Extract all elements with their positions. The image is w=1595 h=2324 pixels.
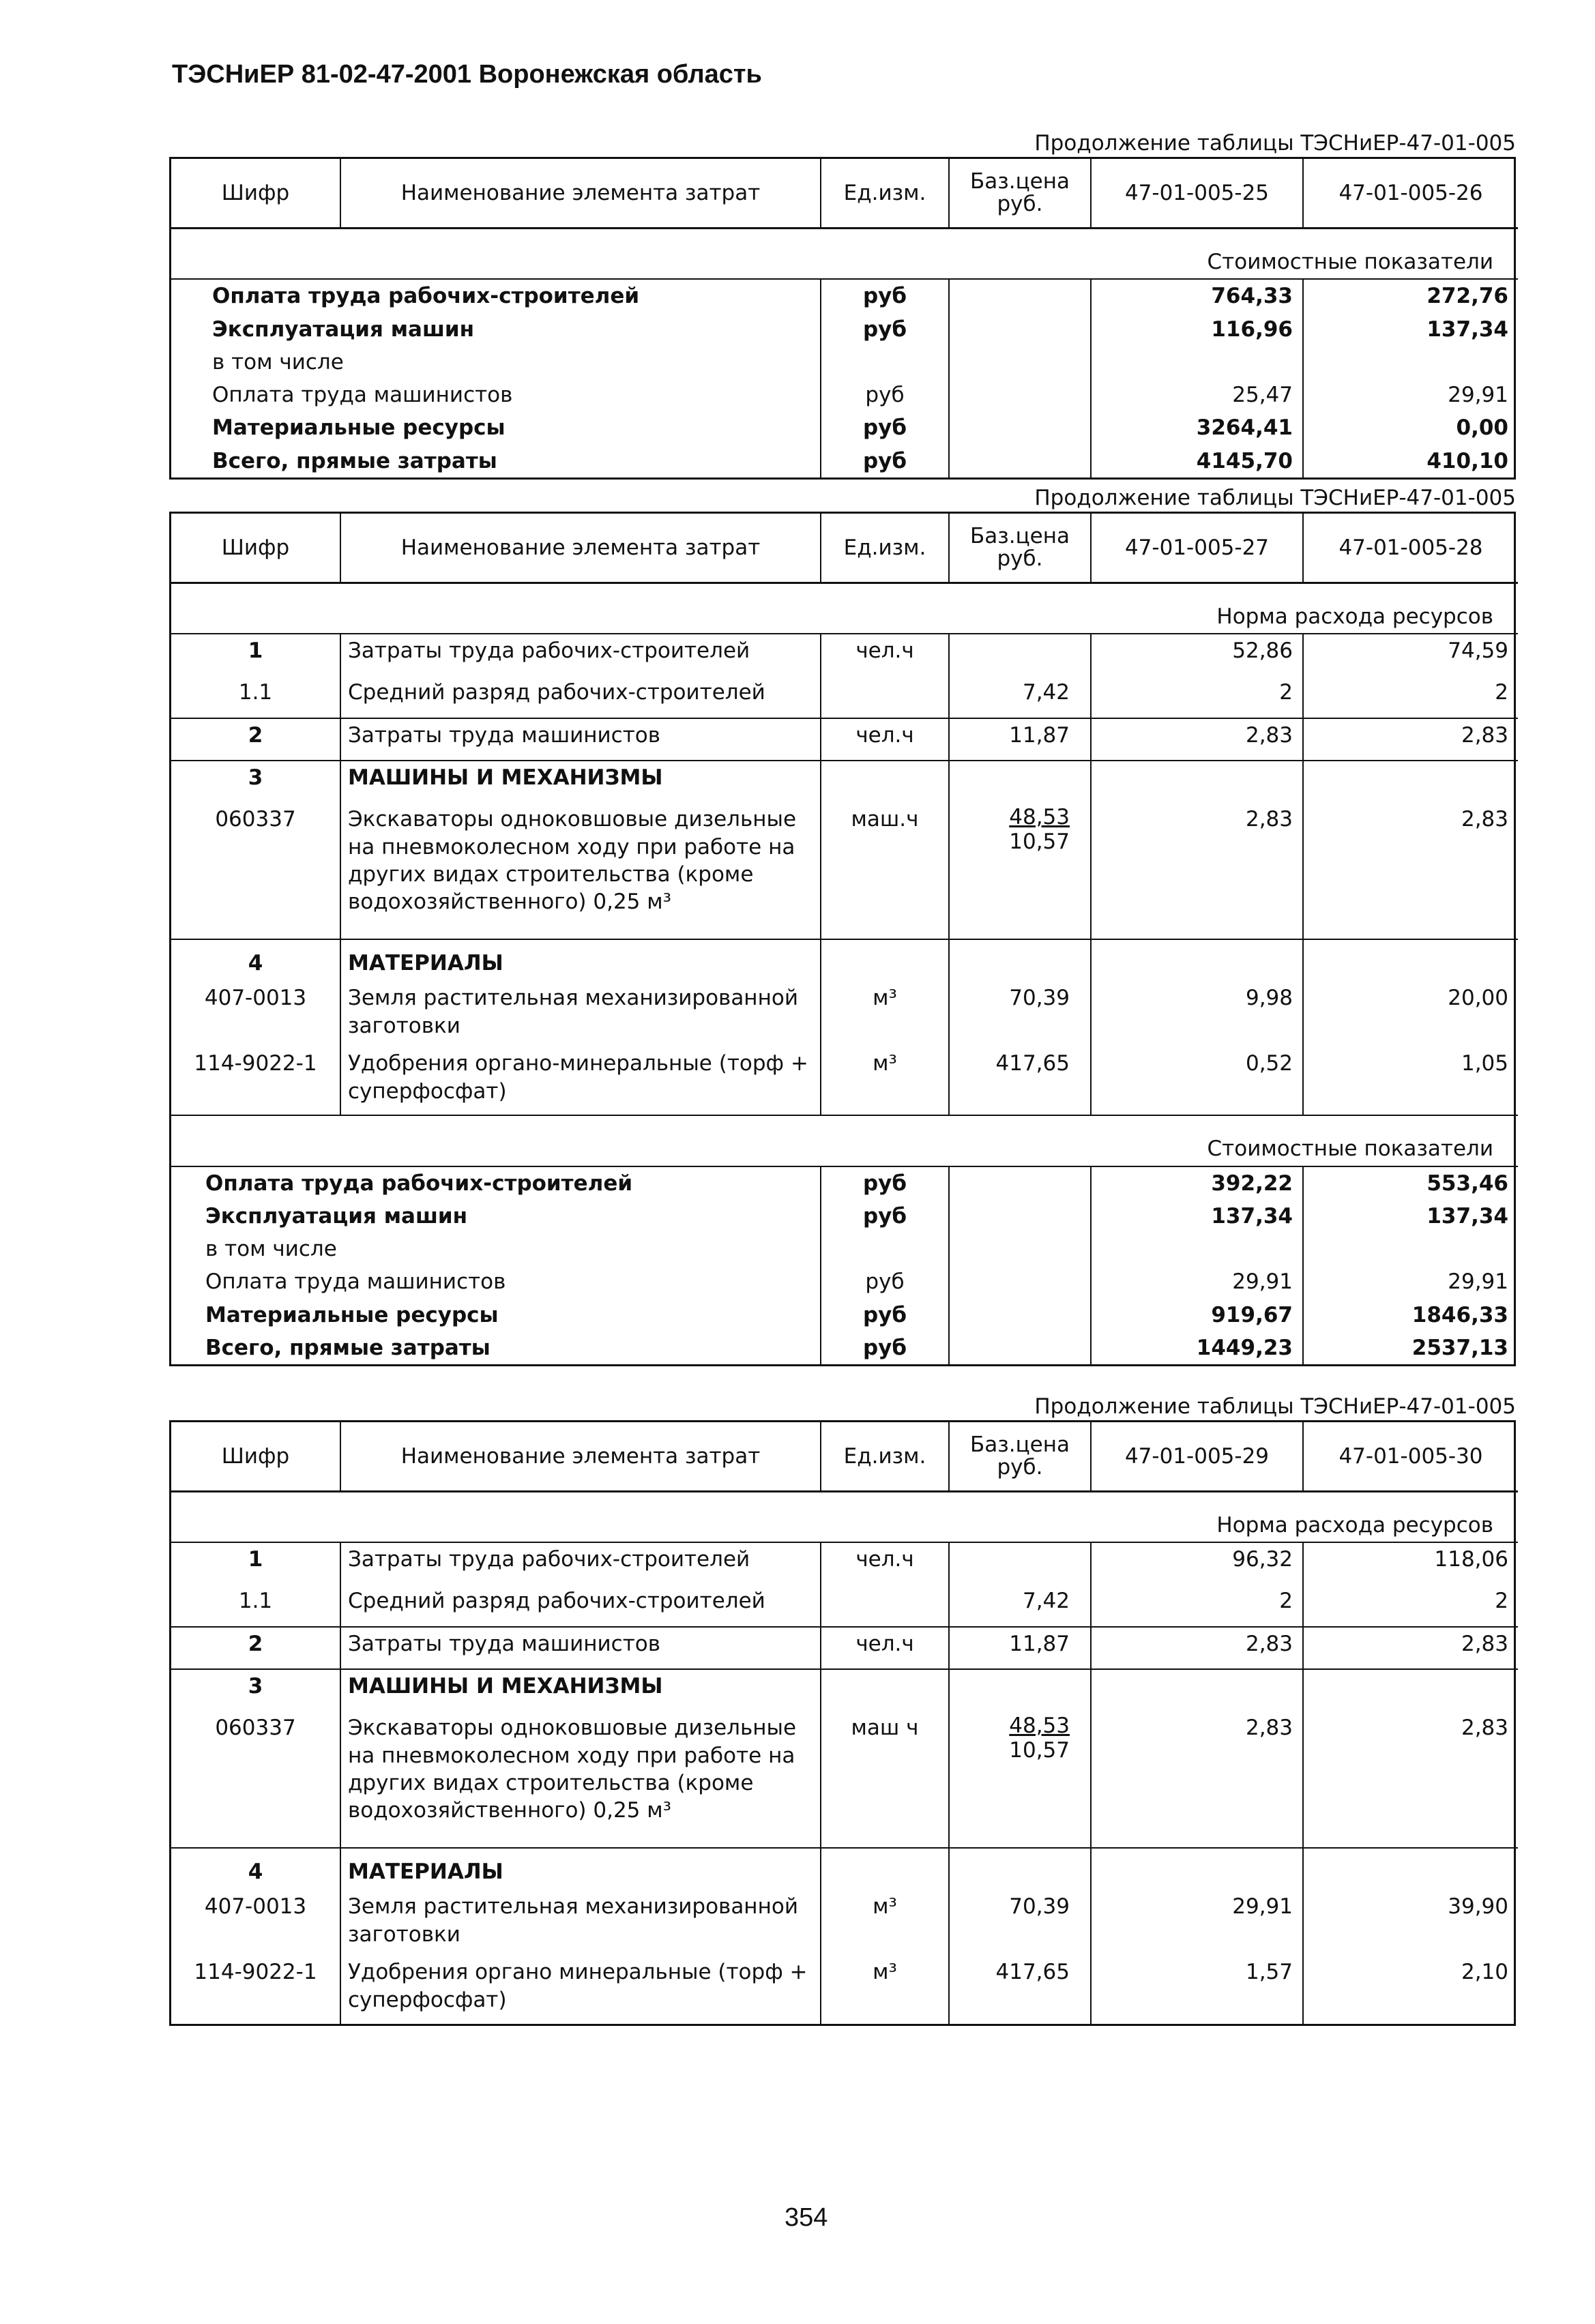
table-row: 1 Затраты труда рабочих-строителей чел.ч 96,32 118,06 [171,1542,1518,1585]
table-row: 3 МАШИНЫ И МЕХАНИЗМЫ [171,1669,1518,1711]
table-row: Эксплуатация машин руб 137,34 137,34 [171,1200,1518,1233]
table-row: 1.1 Средний разряд рабочих-строителей 7,42 2 2 [171,1585,1518,1627]
col-header-base-price: Баз.цена руб. [949,1422,1091,1492]
col-header-unit: Ед.изм. [821,514,949,583]
section-label: Норма расхода ресурсов [171,583,1518,634]
col-header-unit: Ед.изм. [821,159,949,229]
col-header-unit: Ед.изм. [821,1422,949,1492]
table-row: 060337 Экскаваторы одноковшовые дизельные на пневмоколесном ходу при работе на других видах строительства (кроме водохозяйственного) 0,25 м³ маш ч $\frac{48,53}{10,57}$ 2,83 2,83 [171,1711,1518,1848]
page-number: 354 [785,2203,828,2232]
section-label: Норма расхода ресурсов [171,1492,1518,1543]
table2-caption: Продолжение таблицы ТЭСНиЕР-47-01-005 [1034,486,1516,510]
table-row: Оплата труда машинистов руб 29,91 29,91 [171,1265,1518,1298]
section-label: Стоимостные показатели [171,229,1518,280]
table-row: 114-9022-1 Удобрения органо-минеральные (торф + суперфосфат) м³ 417,65 0,52 1,05 [171,1047,1518,1115]
col-header-norm-b: 47-01-005-30 [1303,1422,1518,1492]
table-row: Материальные ресурсы руб 3264,41 0,00 [171,411,1518,444]
table1 [169,157,1516,480]
col-header-norm-b: 47-01-005-26 [1303,159,1518,229]
col-header-norm-a: 47-01-005-29 [1091,1422,1303,1492]
table-row: 1 Затраты труда рабочих-строителей чел.ч 52,86 74,59 [171,634,1518,676]
base-price-fraction: $\frac{48,53}{10,57}$ [1009,1713,1070,1763]
table2 [169,512,1516,1366]
table-row: 3 МАШИНЫ И МЕХАНИЗМЫ [171,761,1518,803]
col-header-name: Наименование элемента затрат [340,159,821,229]
table-row: 407-0013 Земля растительная механизированной заготовки м³ 70,39 9,98 20,00 [171,982,1518,1047]
col-header-base-price: Баз.цена руб. [949,514,1091,583]
table-row: 4 МАТЕРИАЛЫ [171,939,1518,982]
col-header-code: Шифр [171,514,340,583]
table-row: 060337 Экскаваторы одноковшовые дизельные на пневмоколесном ходу при работе на других видах строительства (кроме водохозяйственного) 0,25 м³ маш.ч $\frac{48,53}{10,57}$ 2,83 2,83 [171,803,1518,939]
table-row: 4 МАТЕРИАЛЫ [171,1848,1518,1890]
page-title: ТЭСНиЕР 81-02-47-2001 Воронежская область [172,60,762,89]
base-price-fraction: $\frac{48,53}{10,57}$ [1009,805,1070,854]
col-header-code: Шифр [171,1422,340,1492]
table-row: в том числе [171,1233,1518,1265]
col-header-code: Шифр [171,159,340,229]
col-header-norm-a: 47-01-005-27 [1091,514,1303,583]
table-row: в том числе [171,346,1518,379]
table-row: 2 Затраты труда машинистов чел.ч 11,87 2,83 2,83 [171,718,1518,761]
table-row: Оплата труда рабочих-строителей руб 764,33 272,76 [171,279,1518,312]
table3-caption: Продолжение таблицы ТЭСНиЕР-47-01-005 [1034,1394,1516,1419]
col-header-name: Наименование элемента затрат [340,1422,821,1492]
col-header-norm-b: 47-01-005-28 [1303,514,1518,583]
table-row: Всего, прямые затраты руб 1449,23 2537,13 [171,1332,1518,1364]
table-row: Оплата труда машинистов руб 25,47 29,91 [171,379,1518,411]
table-row: Оплата труда рабочих-строителей руб 392,22 553,46 [171,1166,1518,1200]
table-row: Материальные ресурсы руб 919,67 1846,33 [171,1299,1518,1332]
table1-caption: Продолжение таблицы ТЭСНиЕР-47-01-005 [1034,131,1516,156]
section-label: Стоимостные показатели [171,1115,1518,1166]
table-row: 1.1 Средний разряд рабочих-строителей 7,42 2 2 [171,676,1518,718]
col-header-name: Наименование элемента затрат [340,514,821,583]
table-row: 407-0013 Земля растительная механизированной заготовки м³ 70,39 29,91 39,90 [171,1890,1518,1956]
col-header-base-price: Баз.цена руб. [949,159,1091,229]
table-row: Всего, прямые затраты руб 4145,70 410,10 [171,445,1518,477]
table-row: 2 Затраты труда машинистов чел.ч 11,87 2,83 2,83 [171,1627,1518,1669]
table-row: Эксплуатация машин руб 116,96 137,34 [171,313,1518,346]
table3 [169,1420,1516,2026]
col-header-norm-a: 47-01-005-25 [1091,159,1303,229]
table-row: 114-9022-1 Удобрения органо минеральные (торф + суперфосфат) м³ 417,65 1,57 2,10 [171,1956,1518,2024]
